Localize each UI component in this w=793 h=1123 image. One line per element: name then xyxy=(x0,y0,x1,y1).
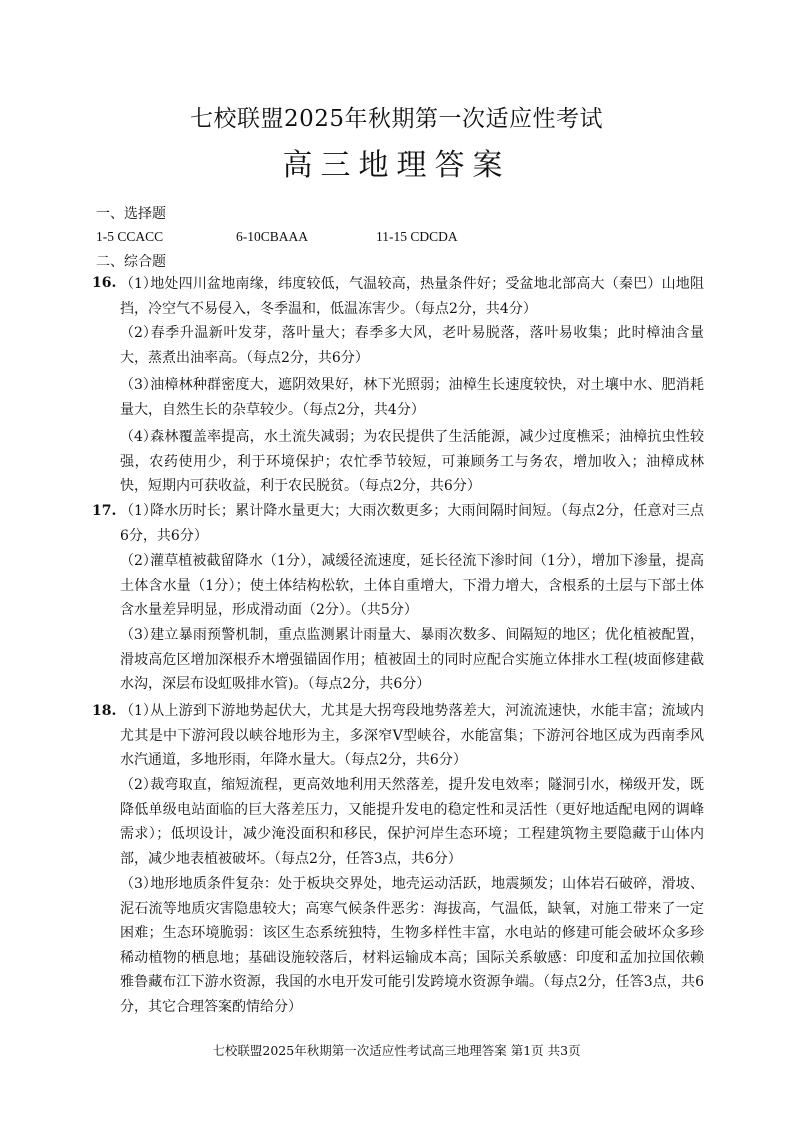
q18-part-2 xyxy=(120,773,704,871)
q16-part-4 xyxy=(120,425,704,499)
part-text: 裁弯取直，缩短流程，更高效地利用天然落差，提升发电效率；隧洞引水，梯级开发，既降低单级电站面临的巨大落差压力，又能提升发电的稳定性和灵活性（更好地适配电网的调峰需求）；低坝设计，减少淹没面积和移民，保护河岸生态环境；工程建筑物主要隐藏于山体内部，减少地表植被破坏。（每点2分，任答3点，共6分） xyxy=(120,777,704,867)
part-text: 从上游到下游地势起伏大，尤其是大拐弯段地势落差大，河流流速快，水能丰富；流域内尤其是中下游河段以峡谷地形为主，多深窄V型峡谷，水能富集；下游河谷地区成为西南季风水汽通道，多地形雨，年降水量大。（每点2分，共6分） xyxy=(120,703,704,769)
part-label: （2） xyxy=(120,777,157,793)
question-16-number: 16. xyxy=(92,275,117,291)
part-text: 森林覆盖率提高，水土流失减弱；为农民提供了生活能源，减少过度樵采；油樟抗虫性较强，农药使用少，利于环境保护；农忙季节较短，可兼顾务工与务农，增加收入；油樟成林快，短期内可获收益，利于农民脱贫。（每点2分，共6分） xyxy=(120,429,704,495)
answer-subtitle: 高三地理答案 xyxy=(282,148,511,183)
q18-part-1 xyxy=(120,699,704,773)
part-text: 建立暴雨预警机制，重点监测累计雨量大、暴雨次数多、间隔短的地区；优化植被配置，滑坡高危区增加深根乔木增强锚固作用；植被固土的同时应配合实施立体排水工程(坡面修建截水沟，深层布设虹吸排水管)。（每点2分，共6分） xyxy=(120,627,704,693)
part-text: 春季升温新叶发芽，落叶量大；春季多大风，老叶易脱落，落叶易收集；此时樟油含量大，蒸煮出油率高。（每点2分，共6分） xyxy=(120,325,704,366)
page-footer: 七校联盟2025年秋期第一次适应性考试高三地理答案 第1页 共3页 xyxy=(212,1043,581,1058)
part-text: 灌草植被截留降水（1分），减缓径流速度，延长径流下渗时间（1分），增加下渗量，提高土体含水量（1分）；使土体结构松软，土体自重增大，下滑力增大，含根系的土层与下部土体含水量差异明显，形成滑动面（2分）。（共5分） xyxy=(120,553,704,619)
part-label: （3） xyxy=(120,627,157,643)
section-multiple-choice-heading: 一、选择题 xyxy=(96,206,166,222)
q17-part-2 xyxy=(120,549,704,623)
part-text: 降水历时长；累计降水量更大；大雨次数更多；大雨间隔时间短。（每点2分，任意对三点6分，共6分） xyxy=(120,503,704,544)
part-label: （3） xyxy=(120,876,157,892)
q16-part-1 xyxy=(120,272,704,321)
part-label: （2） xyxy=(120,325,157,341)
question-17-number: 17. xyxy=(92,503,117,519)
section-comprehensive-heading: 二、综合题 xyxy=(96,254,166,270)
q16-part-2 xyxy=(120,321,704,370)
part-text: 地形地质条件复杂：处于板块交界处，地壳运动活跃，地震频发；山体岩石破碎，滑坡、泥石流等地质灾害隐患较大；高寒气候条件恶劣：海拔高，气温低，缺氧，对施工带来了一定困难；生态环境脆弱：该区生态系统独特，生物多样性丰富，水电站的修建可能会破坏众多珍稀动植物的栖息地；基础设施较落后，材料运输成本高；国际关系敏感：印度和孟加拉国依赖雅鲁藏布江下游水资源，我国的水电开发可能引发跨境水资源争端。（每点2分，任答3点，共6分，其它合理答案酌情给分） xyxy=(120,876,704,1015)
mc-answer-6-10: 6-10CBAAA xyxy=(236,229,309,244)
mc-answer-1-5: 1-5 CCACC xyxy=(96,229,164,244)
part-label: （2） xyxy=(120,553,157,569)
exam-title: 七校联盟2025年秋期第一次适应性考试 xyxy=(189,106,604,132)
q18-part-3 xyxy=(120,872,704,1020)
q17-part-3 xyxy=(120,623,704,697)
question-18-number: 18. xyxy=(92,703,117,719)
part-label: （1） xyxy=(120,276,157,292)
part-label: （4） xyxy=(120,429,157,445)
mc-answer-11-15: 11-15 CDCDA xyxy=(376,229,458,244)
multiple-choice-answers xyxy=(96,229,716,245)
q17-part-1 xyxy=(120,499,704,548)
part-label: （1） xyxy=(120,503,157,519)
part-label: （1） xyxy=(120,703,157,719)
q16-part-3 xyxy=(120,373,704,422)
part-text: 地处四川盆地南缘，纬度较低，气温较高，热量条件好；受盆地北部高大（秦巴）山地阻挡，冷空气不易侵入，冬季温和，低温冻害少。（每点2分，共4分） xyxy=(120,276,704,317)
part-label: （3） xyxy=(120,377,157,393)
part-text: 油樟林种群密度大，遮阴效果好，林下光照弱；油樟生长速度较快，对土壤中水、肥消耗量大，自然生长的杂草较少。（每点2分，共4分） xyxy=(120,377,704,418)
